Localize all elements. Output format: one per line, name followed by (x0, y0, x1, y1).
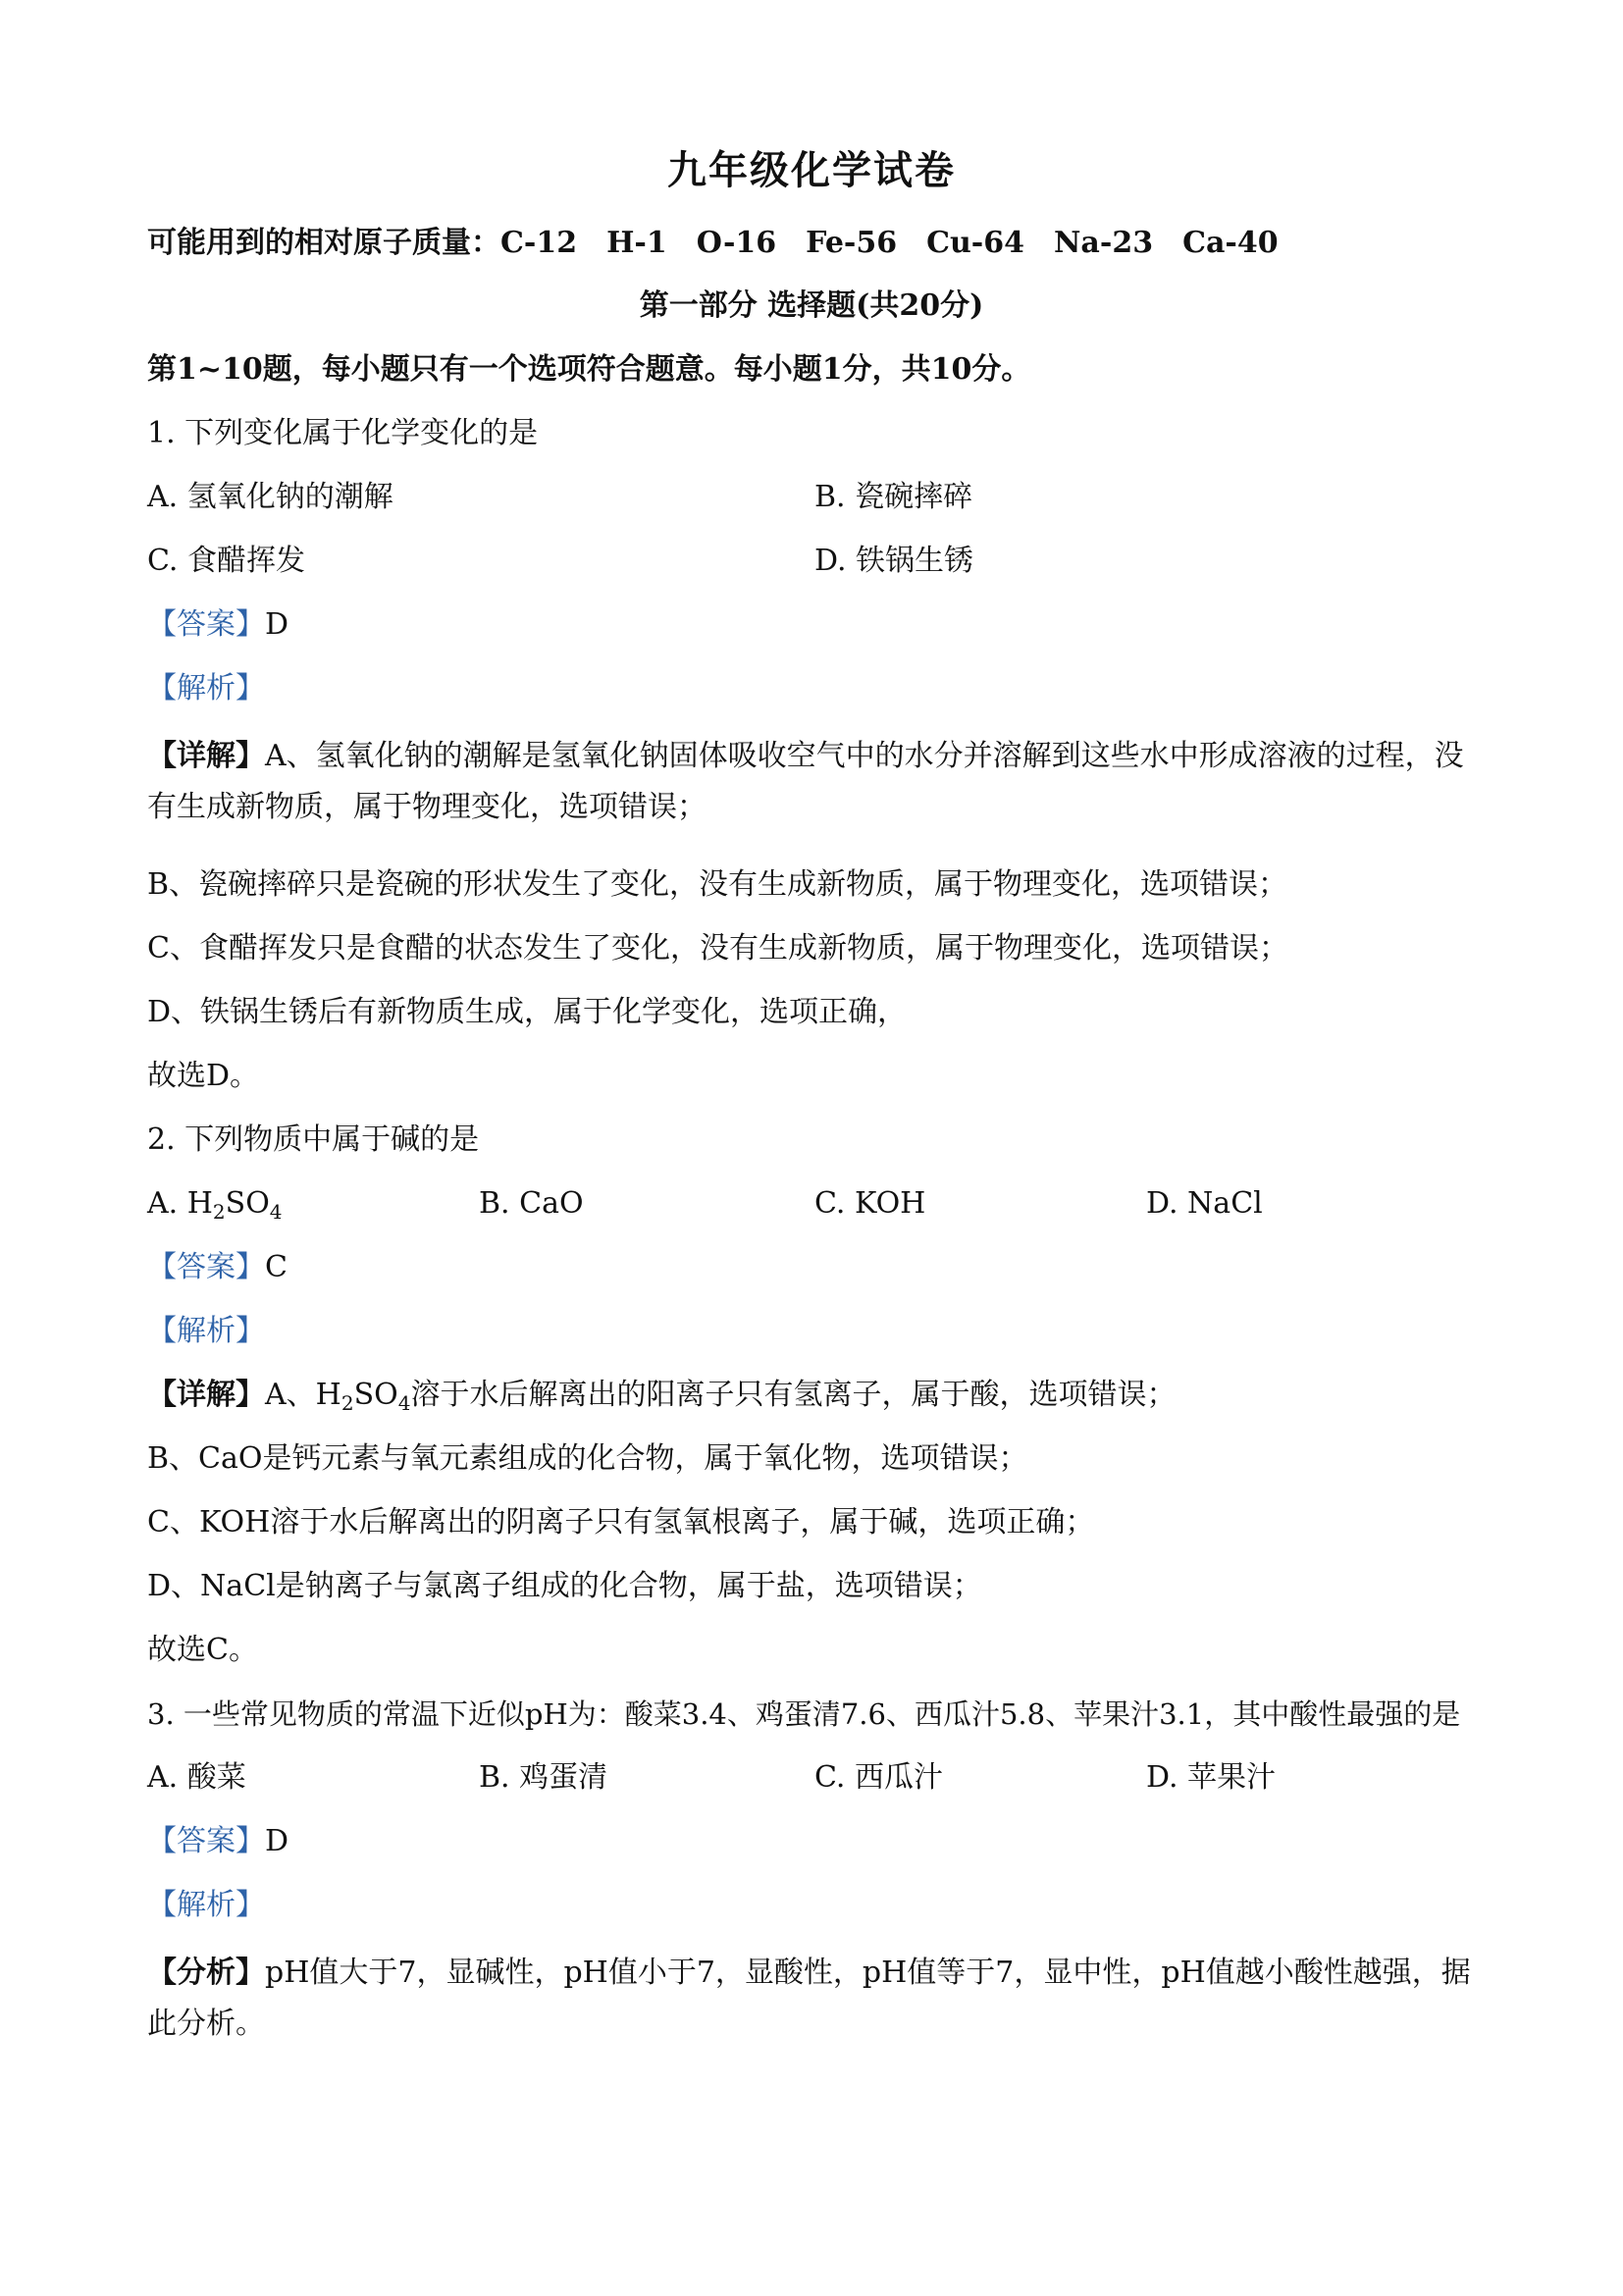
q3-option-d: D. 苹果汁 (1146, 1760, 1277, 1795)
answer-tag: 【答案】 (147, 1250, 265, 1284)
q2-option-b: B. CaO (479, 1186, 584, 1221)
q3-option-a: A. 酸菜 (147, 1760, 246, 1795)
question-2-stem: 2. 下列物质中属于碱的是 (147, 1122, 480, 1157)
q3-option-b: B. 鸡蛋清 (479, 1760, 608, 1795)
q2-detail-a: 【详解】A、$H_2SO_4$溶于水后解离出的阳离子只有氢离子，属于酸，选项错误； (147, 1378, 1177, 1415)
q2-analysis-tag: 【解析】 (147, 1314, 265, 1348)
q1-detail-a (147, 731, 1482, 833)
question-1-stem: 1. 下列变化属于化学变化的是 (147, 416, 539, 450)
q2-detail-b: B、CaO是钙元素与氧元素组成的化合物，属于氧化物，选项错误； (147, 1441, 1028, 1476)
detail-text: A、氢氧化钠的潮解是氢氧化钠固体吸收空气中的水分并溶解到这些水中形成溶液的过程，没有生成新物质，属于物理变化，选项错误； (147, 739, 1464, 824)
q2-answer (147, 1248, 288, 1287)
answer-value: D (265, 607, 289, 642)
page-title: 九年级化学试卷 (667, 147, 956, 193)
analysis-detail-text: pH值大于7，显碱性，pH值小于7，显酸性，pH值等于7，显中性，pH值越小酸性越强，据此分析。 (147, 1956, 1471, 2041)
q1-option-a: A. 氢氧化钠的潮解 (147, 480, 393, 514)
q1-option-c: C. 食醋挥发 (147, 544, 305, 578)
q3-answer (147, 1822, 288, 1861)
detail-tag: 【详解】 (147, 739, 265, 773)
analysis-detail-tag: 【分析】 (147, 1956, 265, 1990)
answer-value: D (265, 1824, 289, 1858)
q2-detail-d: D、NaCl是钠离子与氯离子组成的化合物，属于盐，选项错误； (147, 1569, 982, 1603)
detail-tag: 【详解】 (147, 1378, 265, 1412)
question-3-stem: 3. 一些常见物质的常温下近似pH为：酸菜3.4、鸡蛋清7.6、西瓜汁5.8、苹果汁3.1，其中酸性最强的是 (147, 1697, 1461, 1731)
q2-option-c: C. KOH (814, 1186, 926, 1221)
q2-conclusion: 故选C。 (147, 1633, 258, 1667)
section-instruction: 第1~10题，每小题只有一个选项符合题意。每小题1分，共10分。 (147, 352, 1031, 387)
answer-value: C (265, 1250, 288, 1284)
q2-detail-c: C、KOH溶于水后解离出的阴离子只有氢氧根离子，属于碱，选项正确； (147, 1505, 1095, 1539)
q1-analysis-tag: 【解析】 (147, 671, 265, 705)
q2-option-d: D. NaCl (1146, 1186, 1263, 1221)
q1-answer (147, 605, 288, 645)
q1-option-d: D. 铁锅生锈 (814, 544, 974, 578)
answer-tag: 【答案】 (147, 607, 265, 642)
q2-option-a: A. $H_2SO_4$ (147, 1186, 283, 1224)
q1-detail-c: C、食醋挥发只是食醋的状态发生了变化，没有生成新物质，属于物理变化，选项错误； (147, 931, 1288, 965)
q3-analysis (147, 1948, 1482, 2050)
q1-conclusion: 故选D。 (147, 1059, 260, 1093)
atomic-masses: 可能用到的相对原子质量：C-12 H-1 O-16 Fe-56 Cu-64 Na-23 Ca-40 (147, 226, 1279, 260)
q1-detail-d: D、铁锅生锈后有新物质生成，属于化学变化，选项正确， (147, 995, 908, 1029)
q3-analysis-tag: 【解析】 (147, 1888, 265, 1922)
q1-option-b: B. 瓷碗摔碎 (814, 480, 973, 514)
answer-tag: 【答案】 (147, 1824, 265, 1858)
q3-option-c: C. 西瓜汁 (814, 1760, 943, 1795)
part-heading: 第一部分 选择题(共20分) (639, 288, 984, 323)
q1-detail-b: B、瓷碗摔碎只是瓷碗的形状发生了变化，没有生成新物质，属于物理变化，选项错误； (147, 867, 1288, 902)
